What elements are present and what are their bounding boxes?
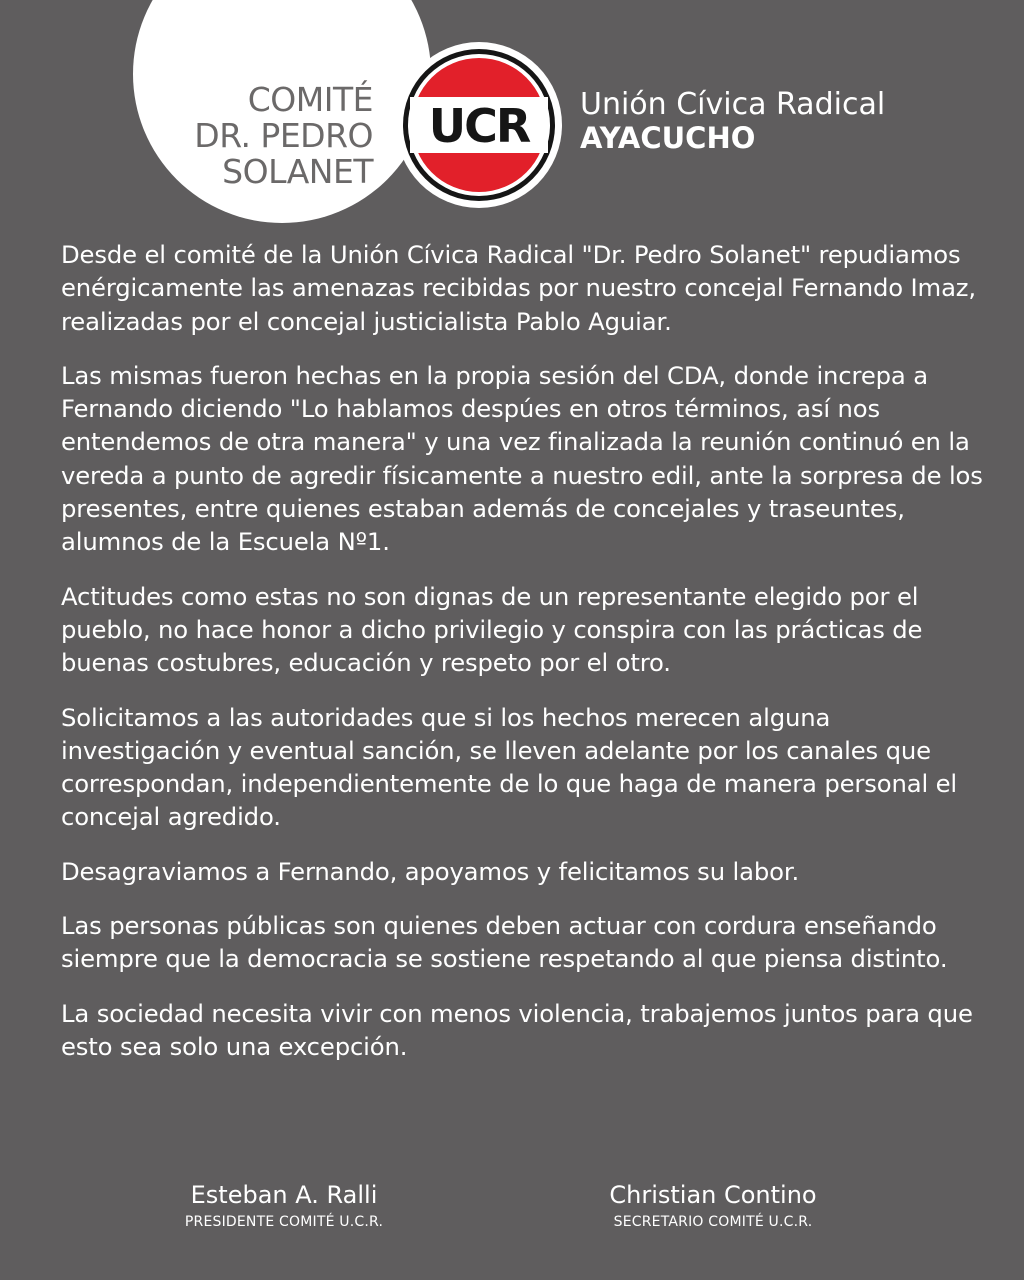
signature-name: Esteban A. Ralli <box>190 1181 378 1209</box>
paragraph: La sociedad necesita vivir con menos violencia, trabajemos juntos para que esto sea solo una excepción. <box>61 998 973 1061</box>
paragraph: Las mismas fueron hechas en la propia sesión del CDA, donde increpa a Fernando diciendo "Lo hablamos despúes en otros términos, así nos entendemos de otra manera" y una vez finalizada la reunión continuó en la vereda a punto de agredir físicamente a nuestro edil, ante la sorpresa de los presentes, entre quienes estaban además de concejales y traseuntes, alumnos de la Escuela Nº1. <box>61 360 983 557</box>
brand-name: Unión Cívica Radical <box>580 87 886 122</box>
signature-president <box>134 1180 434 1232</box>
brand-city: AYACUCHO <box>580 121 756 155</box>
paragraph: Desagraviamos a Fernando, apoyamos y felicitamos su labor. <box>61 856 800 886</box>
committee-line: SOLANET <box>222 152 373 191</box>
paragraph: Solicitamos a las autoridades que si los hechos merecen alguna investigación y eventual sanción, se lleven adelante por los canales que correspondan, independientemente de lo que haga de manera personal el concejal agredido. <box>61 702 958 832</box>
logo-text: UCR <box>428 99 530 153</box>
signature-role: PRESIDENTE COMITÉ U.C.R. <box>184 1214 384 1230</box>
committee-line: COMITÉ <box>247 80 373 119</box>
paragraph: Las personas públicas son quienes deben actuar con cordura enseñando siempre que la democracia se sostiene respetando al que piensa distinto. <box>61 911 948 974</box>
signature-role: SECRETARIO COMITÉ U.C.R. <box>613 1214 813 1230</box>
brand-block <box>580 88 885 154</box>
committee-line: DR. PEDRO <box>194 116 373 155</box>
ucr-logo <box>394 40 564 210</box>
paragraph: Desde el comité de la Unión Cívica Radical "Dr. Pedro Solanet" repudiamos enérgicamente las amenazas recibidas por nuestro concejal Fernando Imaz, realizadas por el concejal justicialista Pablo Aguiar. <box>61 240 976 336</box>
signature-secretary <box>563 1180 863 1232</box>
paragraph: Actitudes como estas no son dignas de un representante elegido por el pueblo, no hace honor a dicho privilegio y conspira con las prácticas de buenas costubres, educación y respeto por el otro. <box>61 581 923 678</box>
statement-body <box>61 238 991 1084</box>
committee-name <box>113 82 373 190</box>
signature-name: Christian Contino <box>609 1181 817 1209</box>
